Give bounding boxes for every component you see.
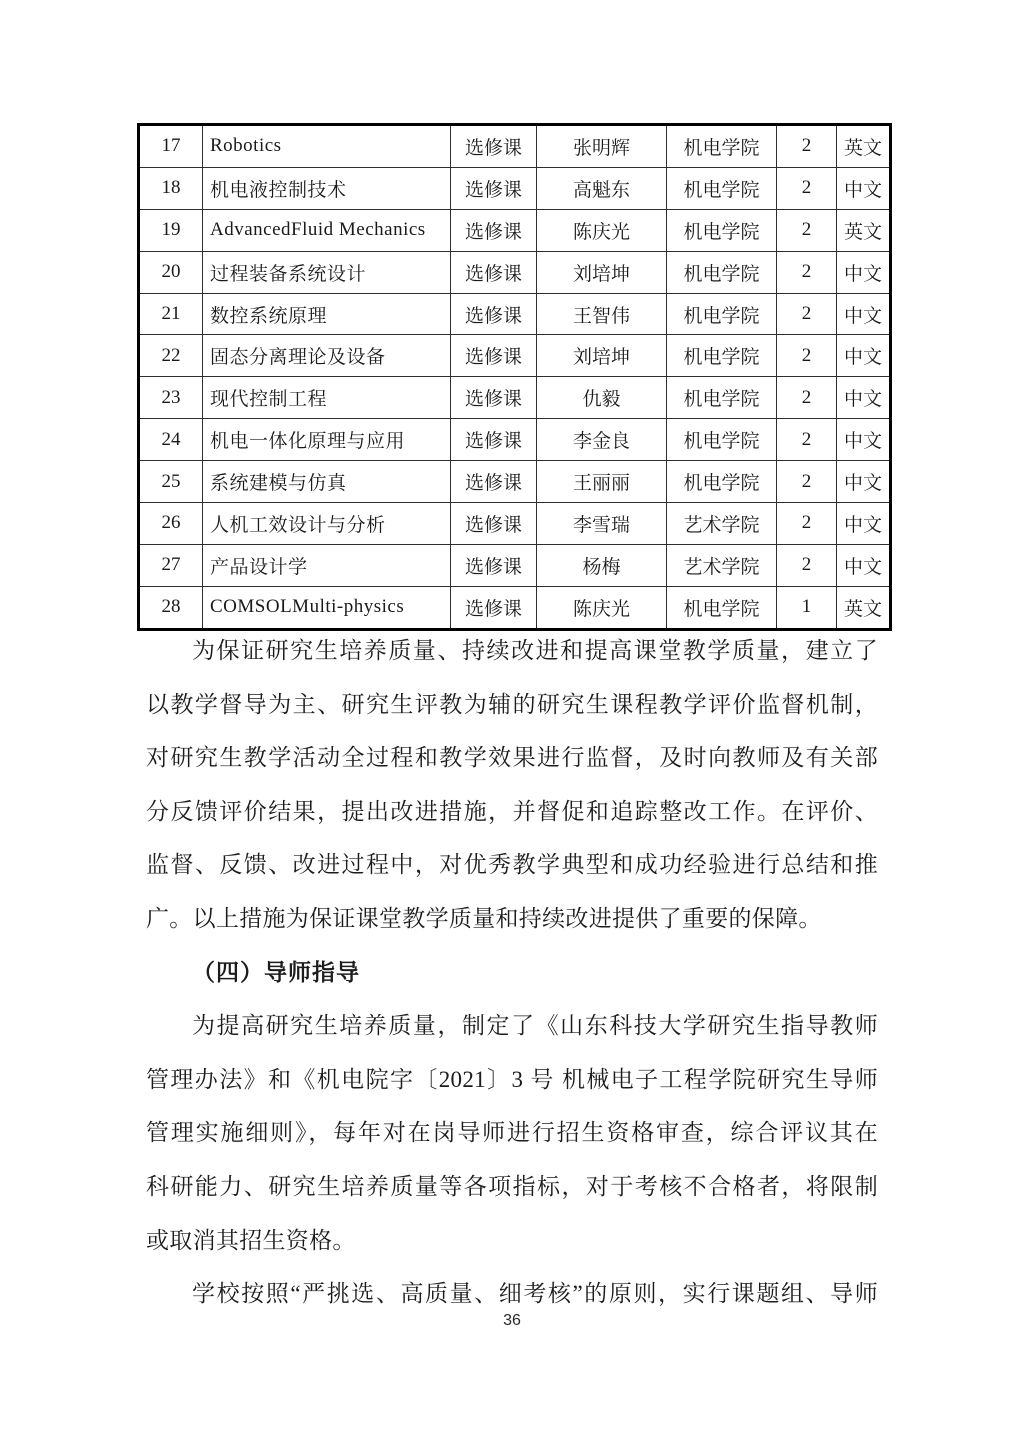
cell-type: 选修课 — [451, 167, 537, 209]
cell-type: 选修课 — [451, 251, 537, 293]
cell-teacher: 刘培坤 — [537, 335, 667, 377]
cell-no: 21 — [139, 293, 203, 335]
table-row — [139, 251, 891, 293]
cell-language: 英文 — [837, 209, 891, 251]
cell-course: Robotics — [203, 125, 451, 168]
body-line: 管理实施细则》，每年对在岗导师进行招生资格审查，综合评议其在 — [146, 1120, 878, 1146]
cell-language: 中文 — [837, 503, 891, 545]
cell-credits: 2 — [777, 377, 837, 419]
body-line: 为保证研究生培养质量、持续改进和提高课堂教学质量，建立了 — [192, 638, 878, 663]
body-line: 或取消其招生资格。 — [146, 1227, 356, 1253]
cell-teacher: 李金良 — [537, 419, 667, 461]
cell-language: 中文 — [837, 251, 891, 293]
cell-credits: 2 — [777, 209, 837, 251]
cell-college: 机电学院 — [667, 209, 777, 251]
body-line: 管理办法》和《机电院字〔2021〕3 号 机械电子工程学院研究生导师 — [146, 1066, 878, 1092]
cell-credits: 2 — [777, 335, 837, 377]
cell-teacher: 陈庆光 — [537, 209, 667, 251]
table-row — [139, 167, 891, 209]
cell-college: 艺术学院 — [667, 503, 777, 545]
table-row — [139, 293, 891, 335]
body-line: 以教学督导为主、研究生评教为辅的研究生课程教学评价监督机制， — [146, 691, 878, 717]
cell-language: 中文 — [837, 335, 891, 377]
cell-type: 选修课 — [451, 335, 537, 377]
cell-no: 18 — [139, 167, 203, 209]
cell-no: 26 — [139, 503, 203, 545]
cell-type: 选修课 — [451, 209, 537, 251]
cell-teacher: 王智伟 — [537, 293, 667, 335]
table-row — [139, 125, 891, 168]
cell-language: 中文 — [837, 544, 891, 586]
cell-type: 选修课 — [451, 586, 537, 629]
cell-course: 人机工效设计与分析 — [203, 503, 451, 545]
cell-teacher: 陈庆光 — [537, 586, 667, 629]
cell-type: 选修课 — [451, 419, 537, 461]
cell-no: 20 — [139, 251, 203, 293]
cell-course: AdvancedFluid Mechanics — [203, 209, 451, 251]
cell-no: 25 — [139, 461, 203, 503]
cell-course: 固态分离理论及设备 — [203, 335, 451, 377]
course-table-body — [139, 125, 891, 630]
body-line: 广。以上措施为保证课堂教学质量和持续改进提供了重要的保障。 — [146, 905, 822, 931]
cell-teacher: 杨梅 — [537, 544, 667, 586]
cell-college: 机电学院 — [667, 335, 777, 377]
cell-course: 机电液控制技术 — [203, 167, 451, 209]
body-line: 对研究生教学活动全过程和教学效果进行监督，及时向教师及有关部 — [146, 745, 878, 771]
cell-course: 数控系统原理 — [203, 293, 451, 335]
cell-teacher: 刘培坤 — [537, 251, 667, 293]
cell-credits: 2 — [777, 167, 837, 209]
cell-language: 中文 — [837, 461, 891, 503]
body-line: 学校按照“严挑选、高质量、细考核”的原则，实行课题组、导师 — [192, 1281, 878, 1307]
page-number: 36 — [503, 1312, 521, 1329]
cell-no: 23 — [139, 377, 203, 419]
cell-language: 中文 — [837, 167, 891, 209]
cell-credits: 2 — [777, 293, 837, 335]
cell-language: 英文 — [837, 125, 891, 168]
cell-teacher: 张明辉 — [537, 125, 667, 168]
cell-college: 机电学院 — [667, 419, 777, 461]
cell-no: 27 — [139, 544, 203, 586]
cell-type: 选修课 — [451, 461, 537, 503]
cell-no: 28 — [139, 586, 203, 629]
cell-teacher: 高魁东 — [537, 167, 667, 209]
cell-no: 24 — [139, 419, 203, 461]
cell-type: 选修课 — [451, 544, 537, 586]
cell-college: 机电学院 — [667, 461, 777, 503]
cell-language: 英文 — [837, 586, 891, 629]
table-row — [139, 544, 891, 586]
table-row — [139, 461, 891, 503]
cell-teacher: 仇毅 — [537, 377, 667, 419]
body-line: 为提高研究生培养质量，制定了《山东科技大学研究生指导教师 — [192, 1013, 878, 1039]
cell-college: 机电学院 — [667, 586, 777, 629]
cell-credits: 1 — [777, 586, 837, 629]
cell-no: 17 — [139, 125, 203, 168]
cell-course: COMSOLMulti-physics — [203, 586, 451, 629]
cell-language: 中文 — [837, 419, 891, 461]
cell-course: 机电一体化原理与应用 — [203, 419, 451, 461]
cell-credits: 2 — [777, 503, 837, 545]
cell-type: 选修课 — [451, 503, 537, 545]
body-line: 科研能力、研究生培养质量等各项指标，对于考核不合格者，将限制 — [146, 1173, 878, 1199]
cell-type: 选修课 — [451, 377, 537, 419]
cell-no: 22 — [139, 335, 203, 377]
body-line: 分反馈评价结果，提出改进措施，并督促和追踪整改工作。在评价、 — [146, 798, 878, 824]
table-row — [139, 586, 891, 629]
cell-course: 现代控制工程 — [203, 377, 451, 419]
cell-language: 中文 — [837, 293, 891, 335]
cell-college: 机电学院 — [667, 167, 777, 209]
cell-college: 机电学院 — [667, 377, 777, 419]
cell-credits: 2 — [777, 251, 837, 293]
section-heading: （四）导师指导 — [192, 959, 360, 985]
cell-type: 选修课 — [451, 293, 537, 335]
cell-no: 19 — [139, 209, 203, 251]
cell-credits: 2 — [777, 544, 837, 586]
cell-teacher: 李雪瑞 — [537, 503, 667, 545]
cell-credits: 2 — [777, 461, 837, 503]
cell-credits: 2 — [777, 419, 837, 461]
cell-course: 过程装备系统设计 — [203, 251, 451, 293]
cell-credits: 2 — [777, 125, 837, 168]
cell-college: 艺术学院 — [667, 544, 777, 586]
cell-course: 系统建模与仿真 — [203, 461, 451, 503]
table-row — [139, 335, 891, 377]
course-table — [137, 123, 892, 631]
cell-type: 选修课 — [451, 125, 537, 168]
table-row — [139, 503, 891, 545]
cell-teacher: 王丽丽 — [537, 461, 667, 503]
cell-language: 中文 — [837, 377, 891, 419]
cell-college: 机电学院 — [667, 251, 777, 293]
cell-college: 机电学院 — [667, 125, 777, 168]
cell-college: 机电学院 — [667, 293, 777, 335]
table-row — [139, 419, 891, 461]
text-block — [146, 624, 878, 1321]
cell-course: 产品设计学 — [203, 544, 451, 586]
table-row — [139, 377, 891, 419]
table-row — [139, 209, 891, 251]
body-line: 监督、反馈、改进过程中，对优秀教学典型和成功经验进行总结和推 — [146, 852, 878, 878]
